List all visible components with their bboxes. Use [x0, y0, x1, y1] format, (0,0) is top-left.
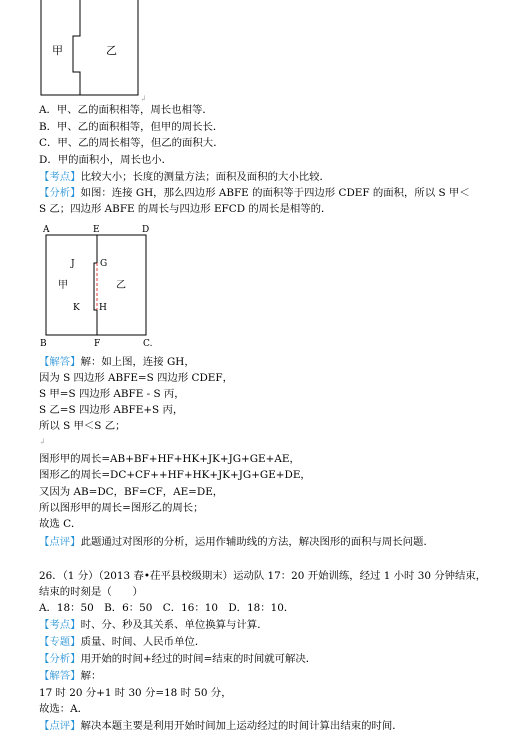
svg-text:乙: 乙 — [116, 280, 126, 291]
figure-1 — [40, 0, 140, 100]
kaodian-2: 【考点】时、分、秒及其关系、单位换算与计算． — [39, 619, 268, 631]
svg-text:J: J — [71, 259, 75, 269]
dianping-2: 【点评】解决本题主要是利用开始时间加上运动经过的时间计算出结束的时间． — [39, 720, 403, 732]
svg-text:F: F — [94, 339, 101, 348]
svg-text:K: K — [73, 303, 80, 313]
svg-text:甲: 甲 — [58, 280, 68, 291]
figure-2 — [36, 222, 166, 348]
jieda-2-line2: 故选：A． — [39, 703, 89, 715]
jieda-1-line9: 故选 C． — [39, 518, 82, 530]
svg-text:D: D — [142, 225, 150, 235]
jieda-1-line5: 图形甲的周长=AB+BF+HF+HK+JK+JG+GE+AE， — [39, 453, 300, 465]
jieda-2: 【解答】解： — [39, 670, 102, 682]
fenxi-1-tag: 【分析】 — [39, 187, 81, 199]
fenxi-1-line2: S 乙；四边形 ABFE 的周长与四边形 EFCD 的周长是相等的． — [39, 203, 332, 215]
jieda-2-line1: 17 时 20 分+1 时 30 分=18 时 50 分， — [39, 687, 232, 699]
q26-options: A．18：50 B．6：50 C．16：10 D．18：10． — [39, 602, 295, 614]
fenxi-2: 【分析】用开始的时间+经过的时间=结束的时间就可解决． — [39, 653, 317, 665]
svg-text:C.: C. — [143, 339, 153, 348]
svg-text:B: B — [40, 339, 47, 348]
fenxi-1-line1: 【分析】如图：连接 GH，那么四边形 ABFE 的面积等于四边形 CDEF 的面积，所以 S 甲＜ — [39, 187, 470, 199]
q26-line2: 结束的时刻是（ ） — [39, 586, 143, 598]
option-b: B．甲、乙的面积相等，但甲的周长长． — [39, 121, 224, 133]
jieda-1-line7: 又因为 AB=DC，BF=CF，AE=DE， — [39, 486, 224, 498]
jieda-1-line3: S 乙=S 四边形 ABFE+S 丙， — [39, 404, 184, 416]
svg-text:A: A — [43, 225, 50, 235]
svg-text:H: H — [99, 303, 107, 313]
dianping-1: 【点评】此题通过对图形的分析，运用作辅助线的方法，解决图形的面积与周长问题． — [39, 536, 434, 548]
fig1-left-label: 甲 — [52, 44, 63, 57]
jieda-1-line2: S 甲=S 四边形 ABFE - S 丙， — [39, 388, 185, 400]
jieda-1-line8: 所以图形甲的周长=图形乙的周长； — [39, 502, 204, 514]
jieda-1-line0: 【解答】解：如上图，连接 GH， — [39, 356, 195, 368]
kaodian-1-text: 比较大小；长度的测量方法；面积及面积的大小比较． — [80, 171, 330, 183]
option-c: C．甲、乙的周长相等，但乙的面积大． — [39, 137, 224, 149]
jieda-1-line1: 因为 S 四边形 ABFE=S 四边形 CDEF， — [39, 372, 233, 384]
q26-line1: 26．（1 分）（2013 春•茌平县校级期末）运动队 17：20 开始训练，经过 1 小时 30 分钟结束， — [39, 570, 487, 582]
svg-text:G: G — [100, 259, 108, 269]
svg-text:E: E — [93, 225, 100, 235]
fig1-right-label: 乙 — [106, 44, 117, 57]
jieda-1-tag: 【解答】 — [39, 356, 81, 368]
option-d: D．甲的面积小，周长也小． — [39, 154, 173, 166]
jieda-1-line4: 所以 S 甲＜S 乙； — [39, 420, 126, 432]
zhuanti-2: 【专题】质量、时间、人民币单位． — [39, 636, 206, 648]
option-a: A．甲、乙的面积相等，周长也相等． — [39, 104, 213, 116]
kaodian-1-tag: 【考点】 — [39, 171, 81, 183]
kaodian-1 — [39, 170, 330, 184]
jieda-1-line6: 图形乙的周长=DC+CF++HF+HK+JK+JG+GE+DE， — [39, 469, 311, 481]
